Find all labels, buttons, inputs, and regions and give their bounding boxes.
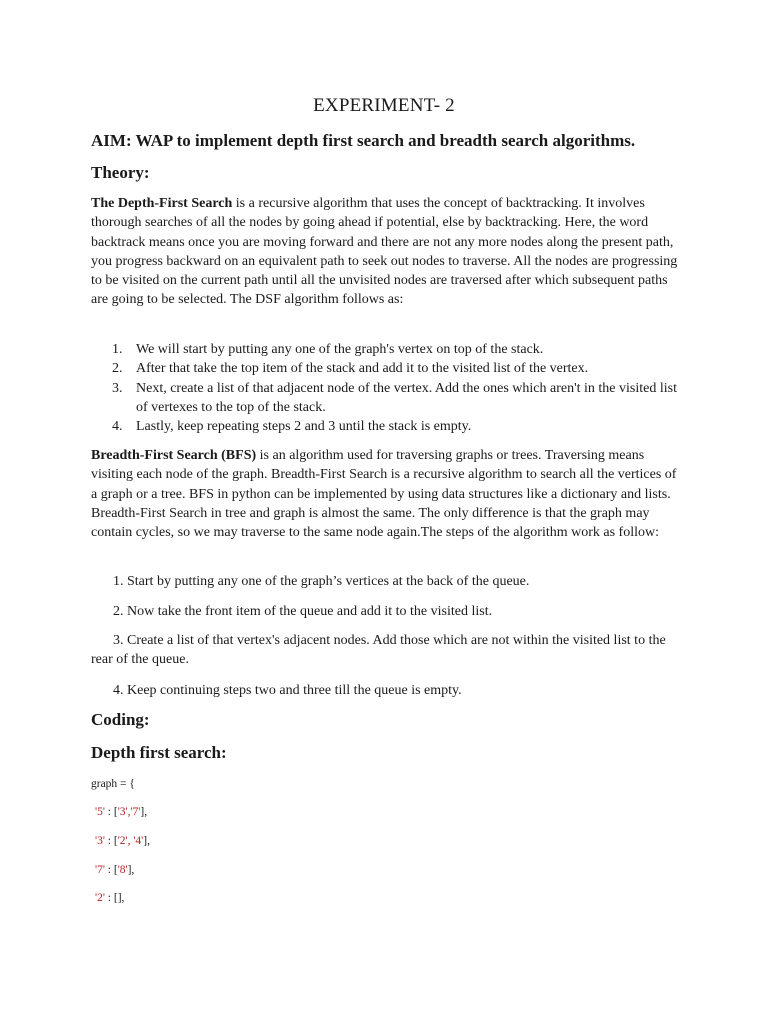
code-line: '3' : ['2', '4'], xyxy=(95,835,150,847)
list-item-text: Lastly, keep repeating steps 2 and 3 until the stack is empty. xyxy=(136,419,472,435)
theory-heading: Theory: xyxy=(91,163,150,182)
code-line: '7' : ['8'], xyxy=(95,864,135,876)
coding-heading: Coding: xyxy=(91,710,150,729)
bfs-intro-paragraph xyxy=(91,446,681,542)
dfs-code-heading: Depth first search: xyxy=(91,743,227,762)
bfs-step-4: 4. Keep continuing steps two and three till the queue is empty. xyxy=(113,683,462,698)
list-item xyxy=(91,379,681,418)
code-line: graph = { xyxy=(91,778,135,790)
code-line: '5' : ['3','7'], xyxy=(95,806,148,818)
list-number: 2. xyxy=(112,361,123,377)
list-item-text: After that take the top item of the stack and add it to the visited list of the vertex. xyxy=(136,361,589,377)
list-number: 1. xyxy=(112,342,123,357)
dfs-intro-paragraph xyxy=(91,194,681,310)
list-item-text: We will start by putting any one of the graph's vertex on top of the stack. xyxy=(136,342,544,357)
list-item-text: Next, create a list of that adjacent node of the vertex. Add the ones which aren't in the visited list of vertexes to the top of the stack. xyxy=(136,380,677,415)
dfs-term: The Depth-First Search xyxy=(91,196,233,211)
bfs-intro-text: is an algorithm used for traversing graphs or trees. Traversing means visiting each node of the graph. Breadth-First Search is a recursive algorithm to search all the vertices of a graph or a tree. BFS in python can be implemented by using data structures like a dictionary and lists. Breadth-First Search in tree and graph is almost the same. The only difference is that the graph may contain cycles, so we may traverse to the same node again.The steps of the algorithm work as follow: xyxy=(91,448,677,541)
list-item xyxy=(91,340,681,359)
page-title: EXPERIMENT- 2 xyxy=(313,95,455,116)
bfs-step-3: 3. Create a list of that vertex's adjacent nodes. Add those which are not within the visited list to the rear of the queue. xyxy=(91,633,666,668)
bfs-step-2: 2. Now take the front item of the queue and add it to the visited list. xyxy=(113,604,493,619)
list-item xyxy=(91,359,681,378)
bfs-term: Breadth-First Search (BFS) xyxy=(91,448,257,463)
list-item xyxy=(91,417,681,436)
bfs-step-1: 1. Start by putting any one of the graph’s vertices at the back of the queue. xyxy=(113,574,530,589)
dfs-steps-list xyxy=(91,340,681,436)
list-number: 4. xyxy=(112,419,123,435)
list-number: 3. xyxy=(112,380,123,396)
aim-heading: AIM: WAP to implement depth first search and breadth search algorithms. xyxy=(91,131,636,150)
code-line: '2' : [], xyxy=(95,892,125,904)
dfs-intro-text: is a recursive algorithm that uses the concept of backtracking. It involves thorough searches of all the nodes by going ahead if potential, else by backtracking. Here, the word backtrack means once you are moving forward and there are not any more nodes along the present path, you progress backward on an equivalent path to seek out nodes to traverse. All the nodes are progressing to be visited on the current path until all the unvisited nodes are traversed after which subsequent paths are going to be selected. The DSF algorithm follows as: xyxy=(91,196,678,308)
